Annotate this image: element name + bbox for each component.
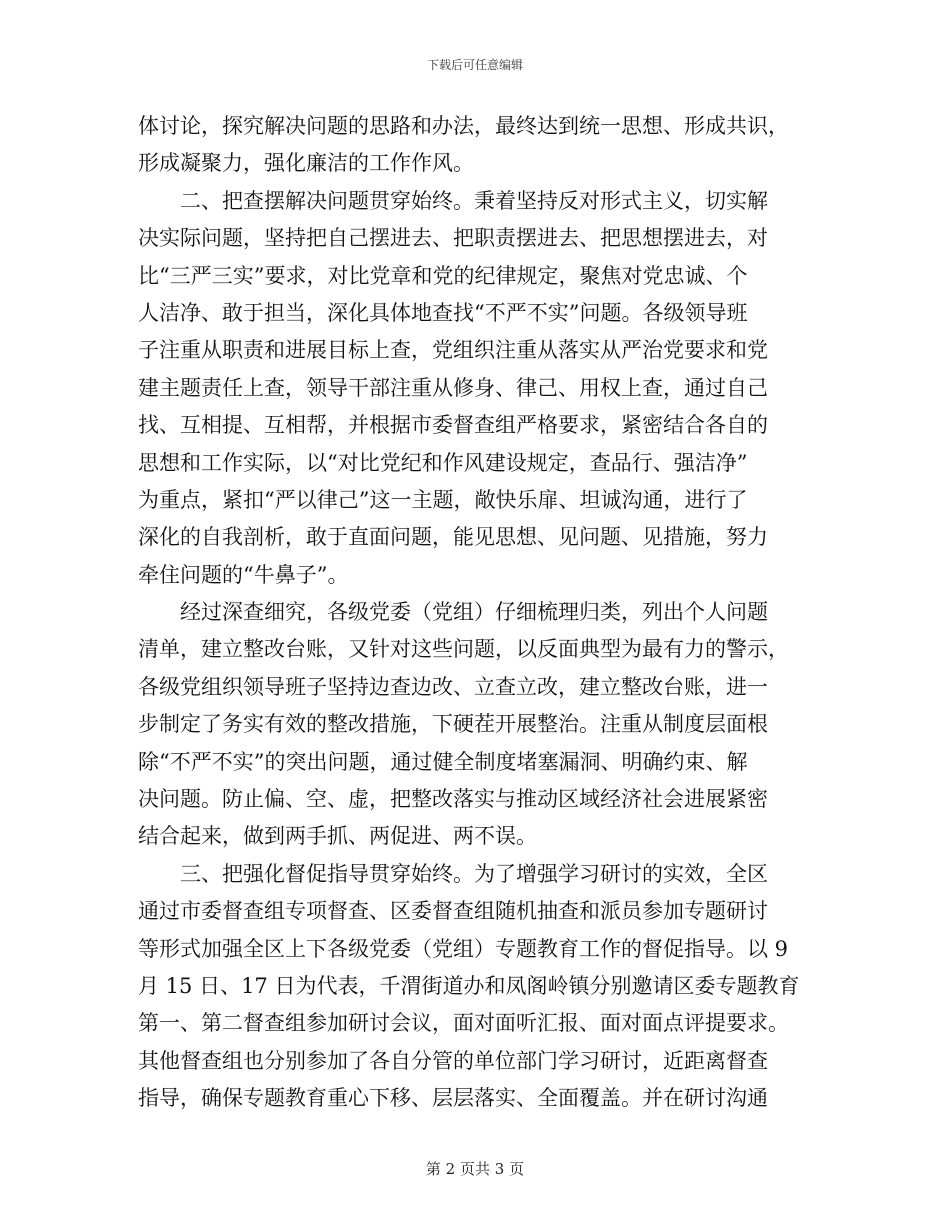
text-line: 清单，建立整改台账，又针对这些问题，以反面典型为最有力的警示， — [138, 637, 789, 662]
text-line: 牵住问题的“牛鼻子”。 — [138, 562, 349, 587]
text-line: 经过深查细究，各级党委（党组）仔细梳理归类，列出个人问题 — [180, 600, 768, 625]
page-header: 下载后可任意编辑 — [426, 58, 523, 72]
paragraph — [138, 108, 802, 183]
text-line: 决问题。防止偏、空、虚，把整改落实与推动区域经济社会进展紧密 — [138, 787, 768, 812]
text-line: 人洁净、敢于担当，深化具体地查找“不严不实”问题。各级领导班 — [138, 300, 748, 325]
text-line: 为重点，紧扣“严以律己”这一主题，敞快乐扉、坦诚沟通，进行了 — [138, 487, 748, 512]
paragraph — [138, 183, 802, 594]
text-line: 第一、第二督查组参加研讨会议，面对面听汇报、面对面点评提要求。 — [138, 1011, 789, 1036]
text-line: 除“不严不实”的突出问题，通过健全制度堵塞漏洞、明确约束、解 — [138, 749, 748, 774]
text-line: 步制定了务实有效的整改措施，下硬茬开展整治。注重从制度层面根 — [138, 712, 768, 737]
text-line: 各级党组织领导班子坚持边查边改、立查立改，建立整改台账，进一 — [138, 674, 768, 699]
text-line: 结合起来，做到两手抓、两促进、两不误。 — [138, 824, 537, 849]
text-line: 其他督查组也分别参加了各自分管的单位部门学习研讨，近距离督查 — [138, 1048, 768, 1073]
paragraph — [138, 594, 802, 856]
text-line: 找、互相提、互相帮，并根据市委督查组严格要求，紧密结合各自的 — [138, 413, 768, 438]
text-line: 决实际问题，坚持把自己摆进去、把职责摆进去、把思想摆进去，对 — [138, 226, 768, 251]
page-footer: 第 2 页共 3 页 — [425, 1160, 525, 1178]
text-line: 建主题责任上查，领导干部注重从修身、律己、用权上查，通过自己 — [138, 375, 768, 400]
text-line: 思想和工作实际，以“对比党纪和作风建设规定，查品行、强洁净” — [138, 450, 748, 475]
document-body — [138, 108, 802, 1118]
text-line: 指导，确保专题教育重心下移、层层落实、全面覆盖。并在研讨沟通 — [138, 1086, 768, 1111]
paragraph — [138, 856, 802, 1118]
text-line: 等形式加强全区上下各级党委（党组）专题教育工作的督促指导。以 9 — [138, 936, 789, 961]
text-line: 比“三严三实”要求，对比党章和党的纪律规定，聚焦对党忠诚、个 — [138, 263, 748, 288]
text-line: 三、把强化督促指导贯穿始终。为了增强学习研讨的实效，全区 — [180, 861, 768, 886]
text-line: 深化的自我剖析，敢于直面问题，能见思想、见问题、见措施，努力 — [138, 525, 768, 550]
text-line: 月 15 日、17 日为代表，千渭街道办和凤阁岭镇分别邀请区委专题教育 — [138, 973, 800, 998]
text-line: 形成凝聚力，强化廉洁的工作作风。 — [138, 151, 474, 176]
text-line: 二、把查摆解决问题贯穿始终。秉着坚持反对形式主义，切实解 — [180, 188, 768, 213]
text-line: 子注重从职责和进展目标上查，党组织注重从落实从严治党要求和党 — [138, 338, 768, 363]
text-line: 体讨论，探究解决问题的思路和办法，最终达到统一思想、形成共识， — [138, 114, 789, 138]
text-line: 通过市委督查组专项督查、区委督查组随机抽查和派员参加专题研讨 — [138, 899, 768, 924]
